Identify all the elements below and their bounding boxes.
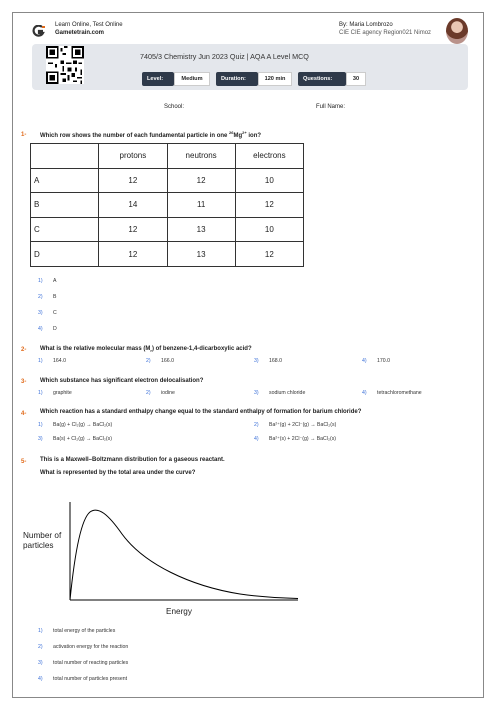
option-number: 2) <box>38 644 43 650</box>
questions-value: 30 <box>346 72 366 86</box>
answer-option[interactable]: Ba(g) + Cl₂(g) → BaCl₂(s) <box>53 422 113 428</box>
option-number: 1) <box>38 358 43 364</box>
level-label: Level: <box>142 72 174 86</box>
table-cell: 12 <box>167 168 235 193</box>
option-number: 4) <box>362 390 367 396</box>
answer-option[interactable]: 164.0 <box>53 358 66 364</box>
question-text <box>40 346 252 353</box>
option-number: 1) <box>38 278 43 284</box>
option-number: 2) <box>146 390 151 396</box>
question-number: 5- <box>21 459 27 465</box>
particle-table <box>30 143 304 267</box>
table-header-cell <box>31 144 99 169</box>
answer-option[interactable]: total energy of the particles <box>53 628 116 634</box>
answer-option[interactable]: sodium chloride <box>269 390 306 396</box>
option-number: 1) <box>38 628 43 634</box>
table-row <box>31 217 304 242</box>
table-cell: 12 <box>99 242 167 267</box>
answer-option[interactable]: 166.0 <box>161 358 174 364</box>
answer-option[interactable]: A <box>53 278 57 284</box>
duration-value: 120 min <box>258 72 292 86</box>
table-cell: 11 <box>167 193 235 218</box>
question-text: Which substance has significant electron delocalisation? <box>40 378 204 384</box>
option-number: 2) <box>146 358 151 364</box>
table-cell: 12 <box>99 168 167 193</box>
question-number: 3- <box>21 379 27 385</box>
graph-x-label: Energy <box>166 607 192 616</box>
option-number: 2) <box>38 294 43 300</box>
table-cell: 13 <box>167 217 235 242</box>
table-cell: 12 <box>235 242 303 267</box>
option-number: 4) <box>254 436 259 442</box>
option-number: 4) <box>38 676 43 682</box>
questions-label: Questions: <box>298 72 346 86</box>
option-number: 4) <box>362 358 367 364</box>
option-number: 3) <box>254 358 259 364</box>
answer-option[interactable]: tetrachloromethane <box>377 390 422 396</box>
table-cell: 10 <box>235 168 303 193</box>
isotope-charge: 2+ <box>242 130 247 135</box>
answer-option[interactable]: total number of particles present <box>53 676 128 682</box>
author-org: CIE CIE agency Region021 Nimoz <box>339 30 432 36</box>
table-cell: A <box>31 168 99 193</box>
answer-option[interactable]: B <box>53 294 57 300</box>
question-number: 4- <box>21 411 27 417</box>
table-header-cell: electrons <box>235 144 303 169</box>
answer-option[interactable]: 170.0 <box>377 358 390 364</box>
question-text-end: ion? <box>246 133 262 139</box>
qr-code-icon <box>46 46 84 84</box>
question-text-main: Which row shows the number of each fundamental particle in one <box>40 133 230 139</box>
author-name: By: Maria Lombrozo <box>339 22 393 28</box>
table-cell: C <box>31 217 99 242</box>
table-cell: D <box>31 242 99 267</box>
option-number: 1) <box>38 390 43 396</box>
graph-y-label <box>23 531 61 551</box>
table-row <box>31 168 304 193</box>
question-text <box>40 130 261 139</box>
answer-option[interactable]: Ba²⁺(g) + 2Cl⁻(g) → BaCl₂(s) <box>269 422 337 428</box>
distribution-curve <box>70 510 298 600</box>
isotope-symbol: Mg <box>233 133 243 139</box>
answer-option[interactable]: activation energy for the reaction <box>53 644 129 650</box>
isotope-mass: 26 <box>229 130 234 135</box>
level-value: Medium <box>174 72 210 86</box>
duration-label: Duration: <box>216 72 258 86</box>
table-cell: 12 <box>235 193 303 218</box>
table-cell: 12 <box>99 217 167 242</box>
option-number: 3) <box>38 436 43 442</box>
y-label-line-1: Number of <box>23 531 62 540</box>
option-number: 4) <box>38 326 43 332</box>
question-number: 1- <box>21 132 27 138</box>
question-text-end: ) of benzene-1,4-dicarboxylic acid? <box>151 346 252 352</box>
answer-option[interactable]: Ba²⁺(s) + 2Cl⁻(g) → BaCl₂(s) <box>269 436 337 442</box>
maxwell-boltzmann-graph <box>60 500 300 604</box>
option-number: 1) <box>38 422 43 428</box>
avatar <box>446 18 468 44</box>
question-text: Which reaction has a standard enthalpy change equal to the standard enthalpy of formation for barium chloride? <box>40 409 362 415</box>
table-cell: 10 <box>235 217 303 242</box>
answer-option[interactable]: Ba(s) + Cl₂(g) → BaCl₂(s) <box>53 436 112 442</box>
answer-option[interactable]: 168.0 <box>269 358 282 364</box>
table-row <box>31 242 304 267</box>
question-text-2: What is represented by the total area under the curve? <box>40 470 196 476</box>
option-number: 3) <box>38 310 43 316</box>
site-name[interactable]: Gametetrain.com <box>55 30 105 36</box>
table-row <box>31 193 304 218</box>
quiz-title: 7405/3 Chemistry Jun 2023 Quiz | AQA A Level MCQ <box>140 52 309 61</box>
answer-option[interactable]: D <box>53 326 57 332</box>
table-cell: 13 <box>167 242 235 267</box>
answer-option[interactable]: C <box>53 310 57 316</box>
question-text: This is a Maxwell–Boltzmann distribution for a gaseous reactant. <box>40 457 225 463</box>
table-header-cell: protons <box>99 144 167 169</box>
answer-option[interactable]: total number of reacting particles <box>53 660 129 666</box>
site-header <box>55 21 123 37</box>
option-number: 2) <box>254 422 259 428</box>
table-header-row <box>31 144 304 169</box>
table-cell: 14 <box>99 193 167 218</box>
table-cell: B <box>31 193 99 218</box>
question-text-main: What is the relative molecular mass (M <box>40 346 151 352</box>
school-field-label: School: <box>164 104 185 110</box>
y-label-line-2: particles <box>23 541 54 550</box>
author-block <box>339 21 431 37</box>
fullname-field-label: Full Name: <box>316 104 346 110</box>
question-number: 2- <box>21 347 27 353</box>
table-header-cell: neutrons <box>167 144 235 169</box>
subscript: r <box>150 348 152 354</box>
gametetrain-logo <box>32 25 46 37</box>
option-number: 3) <box>38 660 43 666</box>
tagline: Learn Online, Test Online <box>55 22 123 28</box>
answer-option[interactable]: iodine <box>161 390 175 396</box>
answer-option[interactable]: graphite <box>53 390 72 396</box>
option-number: 3) <box>254 390 259 396</box>
